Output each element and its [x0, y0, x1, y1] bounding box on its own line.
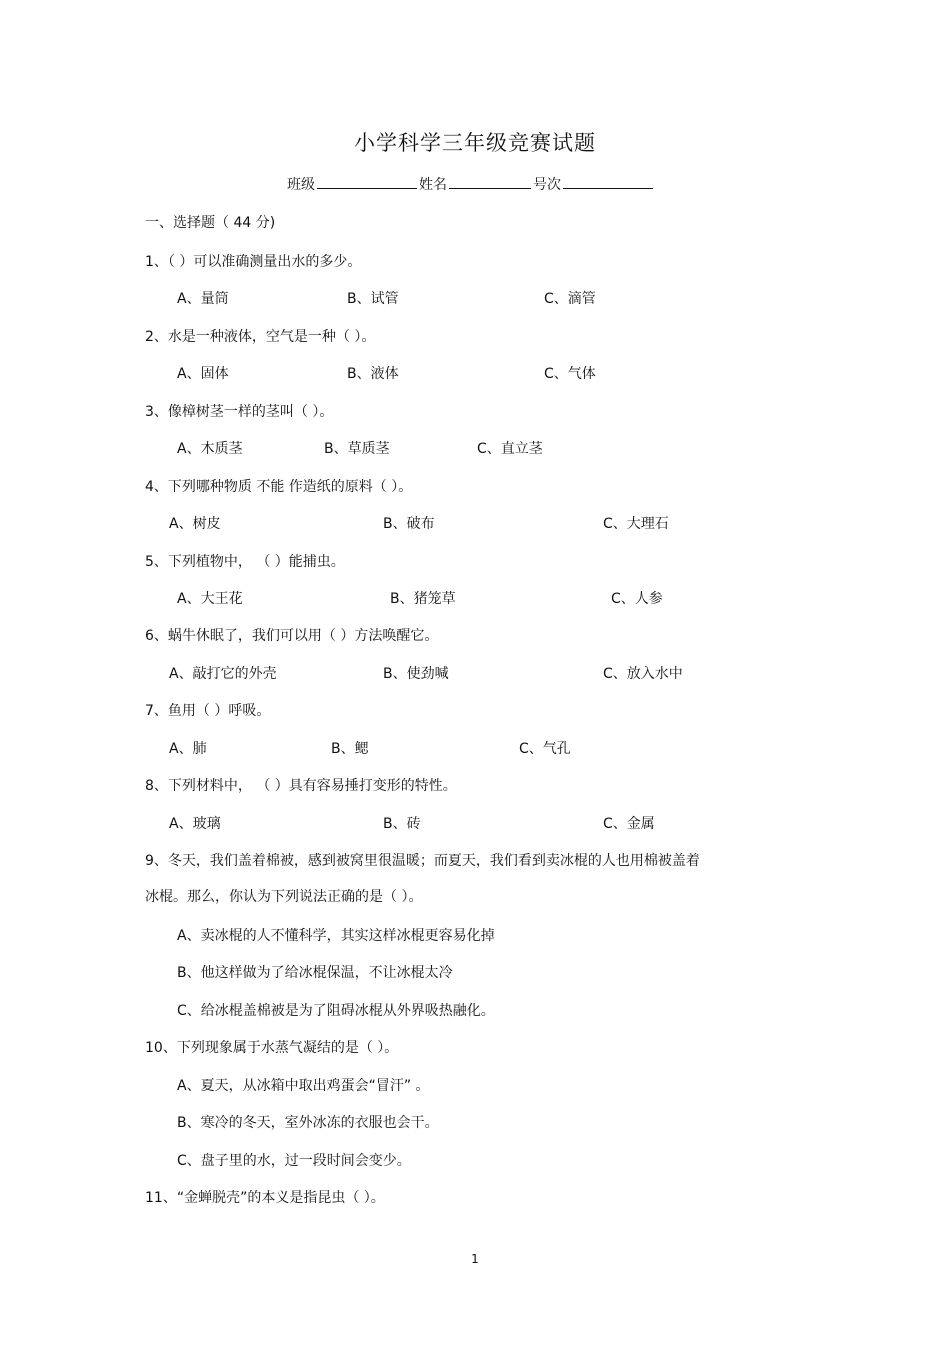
option-3c[interactable]: C、直立茎 [477, 441, 543, 457]
student-info-line [287, 174, 655, 194]
option-4a[interactable]: A、树皮 [169, 516, 221, 532]
question-4: 4、下列哪种物质 不能 作造纸的原料（ ）。 [145, 479, 413, 495]
question-11: 11、“金蝉脱壳”的本义是指昆虫（ ）。 [145, 1190, 385, 1206]
question-2: 2、水是一种液体，空气是一种（ ）。 [145, 329, 376, 345]
question-8: 8、下列材料中， （ ）具有容易捶打变形的特性。 [145, 778, 457, 794]
option-6b[interactable]: B、使劲喊 [383, 666, 449, 682]
option-4b[interactable]: B、破布 [383, 516, 435, 532]
option-1b[interactable]: B、试管 [347, 291, 399, 307]
question-9: 9、冬天，我们盖着棉被，感到被窝里很温暖；而夏天，我们看到卖冰棍的人也用棉被盖着 [145, 853, 700, 869]
question-3: 3、像樟树茎一样的茎叫（ ）。 [145, 404, 334, 420]
option-6c[interactable]: C、放入水中 [603, 666, 683, 682]
option-8b[interactable]: B、砖 [383, 816, 421, 832]
option-7a[interactable]: A、肺 [169, 741, 207, 757]
number-blank[interactable] [563, 174, 653, 189]
option-10a[interactable]: A、夏天，从冰箱中取出鸡蛋会“冒汗” 。 [177, 1078, 430, 1094]
option-8c[interactable]: C、金属 [603, 816, 655, 832]
page-number: 1 [471, 1252, 479, 1266]
section-heading: 一、选择题（ 44 分) [145, 215, 276, 231]
option-7c[interactable]: C、气孔 [519, 741, 571, 757]
option-10b[interactable]: B、寒冷的冬天，室外冰冻的衣服也会干。 [177, 1115, 439, 1131]
option-8a[interactable]: A、玻璃 [169, 816, 221, 832]
question-6: 6、蜗牛休眠了，我们可以用（ ）方法唤醒它。 [145, 628, 439, 644]
option-4c[interactable]: C、大理石 [603, 516, 669, 532]
option-2a[interactable]: A、固体 [177, 366, 229, 382]
name-label: 姓名 [419, 177, 447, 193]
option-2b[interactable]: B、液体 [347, 366, 399, 382]
name-blank[interactable] [449, 174, 531, 189]
option-5c[interactable]: C、人参 [611, 591, 663, 607]
option-9b[interactable]: B、他这样做为了给冰棍保温，不让冰棍太冷 [177, 965, 453, 981]
option-3b[interactable]: B、草质茎 [324, 441, 390, 457]
option-10c[interactable]: C、盘子里的水，过一段时间会变少。 [177, 1153, 411, 1169]
option-5b[interactable]: B、猪笼草 [390, 591, 456, 607]
option-1c[interactable]: C、滴管 [544, 291, 596, 307]
question-10: 10、下列现象属于水蒸气凝结的是（ ）。 [145, 1040, 399, 1056]
option-3a[interactable]: A、木质茎 [177, 441, 243, 457]
question-5: 5、下列植物中， （ ）能捕虫。 [145, 554, 345, 570]
option-7b[interactable]: B、鳃 [331, 741, 369, 757]
option-9a[interactable]: A、卖冰棍的人不懂科学，其实这样冰棍更容易化掉 [177, 928, 495, 944]
class-blank[interactable] [317, 174, 417, 189]
option-1a[interactable]: A、量筒 [177, 291, 229, 307]
question-7: 7、鱼用（ ）呼吸。 [145, 703, 271, 719]
option-2c[interactable]: C、气体 [544, 366, 596, 382]
question-9-continued: 冰棍。那么，你认为下列说法正确的是（ ）。 [145, 889, 423, 905]
option-5a[interactable]: A、大王花 [177, 591, 243, 607]
class-label: 班级 [287, 177, 315, 193]
question-1: 1、（ ）可以准确测量出水的多少。 [145, 254, 362, 270]
page-title: 小学科学三年级竞赛试题 [354, 131, 596, 155]
option-6a[interactable]: A、敲打它的外壳 [169, 666, 277, 682]
option-9c[interactable]: C、给冰棍盖棉被是为了阻碍冰棍从外界吸热融化。 [177, 1003, 495, 1019]
number-label: 号次 [533, 177, 561, 193]
